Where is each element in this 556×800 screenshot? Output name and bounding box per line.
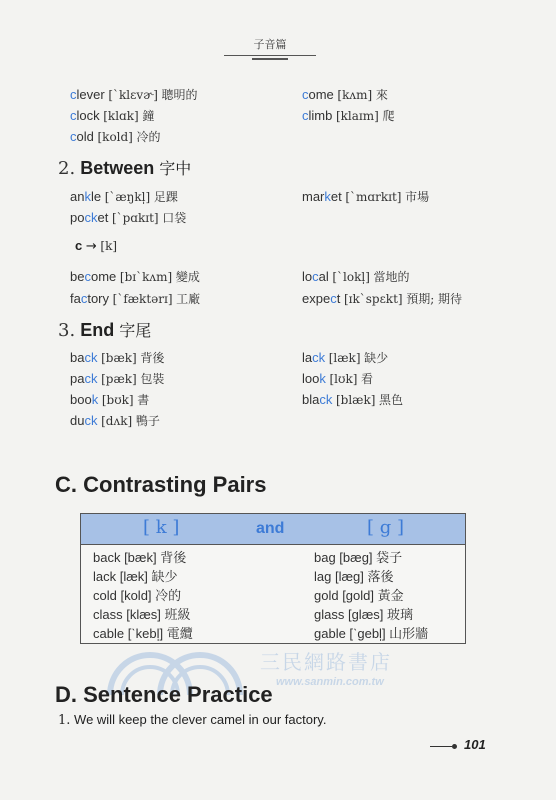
header-rule <box>224 55 316 56</box>
vocab-entry: market [ˋmɑrkɪt] 市場 <box>302 189 430 204</box>
vocab-entry: factory [ˋfæktərɪ] 工廠 <box>70 291 201 306</box>
vocab-entry: pack [pæk] 包裝 <box>70 371 165 386</box>
subsection-heading-between: 2. Between 字中 <box>58 158 192 179</box>
arrow-right-icon: → <box>85 239 97 254</box>
vocab-entry: clever [ˋklɛvɚ] 聰明的 <box>70 87 198 102</box>
vocab-entry: black [blæk] 黑色 <box>302 392 404 407</box>
subsection-heading-end: 3. End 字尾 <box>58 320 152 341</box>
watermark-name: 三民網路書店 <box>260 650 392 674</box>
contrast-table-header <box>81 514 465 545</box>
vocab-entry: come [kʌm] 來 <box>302 87 388 102</box>
header-g-sound: [ g ] <box>367 517 405 538</box>
contrast-table <box>80 513 466 644</box>
vocab-entry: duck [dʌk] 鴨子 <box>70 413 160 428</box>
table-cell: gold [gold] 黃金 <box>314 588 404 603</box>
vocab-entry: local [ˋlokl̩] 當地的 <box>302 269 410 284</box>
vocab-entry: look [lʊk] 看 <box>302 371 374 386</box>
vocab-entry: expect [ɪkˋspɛkt] 預期; 期待 <box>302 291 463 306</box>
table-cell: class [klæs] 班級 <box>93 607 191 622</box>
vocab-entry: back [bæk] 背後 <box>70 350 165 365</box>
table-cell: cold [kold] 冷的 <box>93 588 182 603</box>
section-title-contrasting-pairs: C. Contrasting Pairs <box>55 472 267 497</box>
watermark-url: www.sanmin.com.tw <box>276 676 384 688</box>
table-cell: lack [læk] 缺少 <box>93 569 178 584</box>
page-number: 101 <box>464 737 486 752</box>
header-and: and <box>256 520 285 537</box>
table-cell: lag [læg] 落後 <box>314 569 394 584</box>
vocab-entry: ankle [ˋæŋkl̩] 足踝 <box>70 189 178 204</box>
header-rule-accent <box>252 58 288 60</box>
vocab-entry: clock [klɑk] 鐘 <box>70 108 155 123</box>
vocab-entry: lack [læk] 缺少 <box>302 350 389 365</box>
vocab-entry: book [bʊk] 書 <box>70 392 150 407</box>
footer-dot <box>452 744 457 749</box>
header-k-sound: [ k ] <box>143 517 180 538</box>
running-header: 子音篇 <box>253 38 287 51</box>
vocab-entry: become [bɪˋkʌm] 變成 <box>70 269 200 284</box>
table-cell: glass [glæs] 玻璃 <box>314 607 413 622</box>
practice-sentence: 1. We will keep the clever camel in our factory. <box>58 712 327 728</box>
table-cell: gable [ˋgebl̩] 山形牆 <box>314 626 429 641</box>
table-cell: back [bæk] 背後 <box>93 550 187 565</box>
sound-rule: c → [k] <box>75 238 118 254</box>
vocab-entry: cold [kold] 冷的 <box>70 129 161 144</box>
footer-rule <box>430 746 452 747</box>
vocab-entry: pocket [ˋpɑkɪt] 口袋 <box>70 210 187 225</box>
vocab-entry: climb [klaɪm] 爬 <box>302 108 395 123</box>
table-cell: bag [bæg] 袋子 <box>314 550 403 565</box>
table-cell: cable [ˋkebl̩] 電纜 <box>93 626 193 641</box>
section-title-sentence-practice: D. Sentence Practice <box>55 682 273 707</box>
